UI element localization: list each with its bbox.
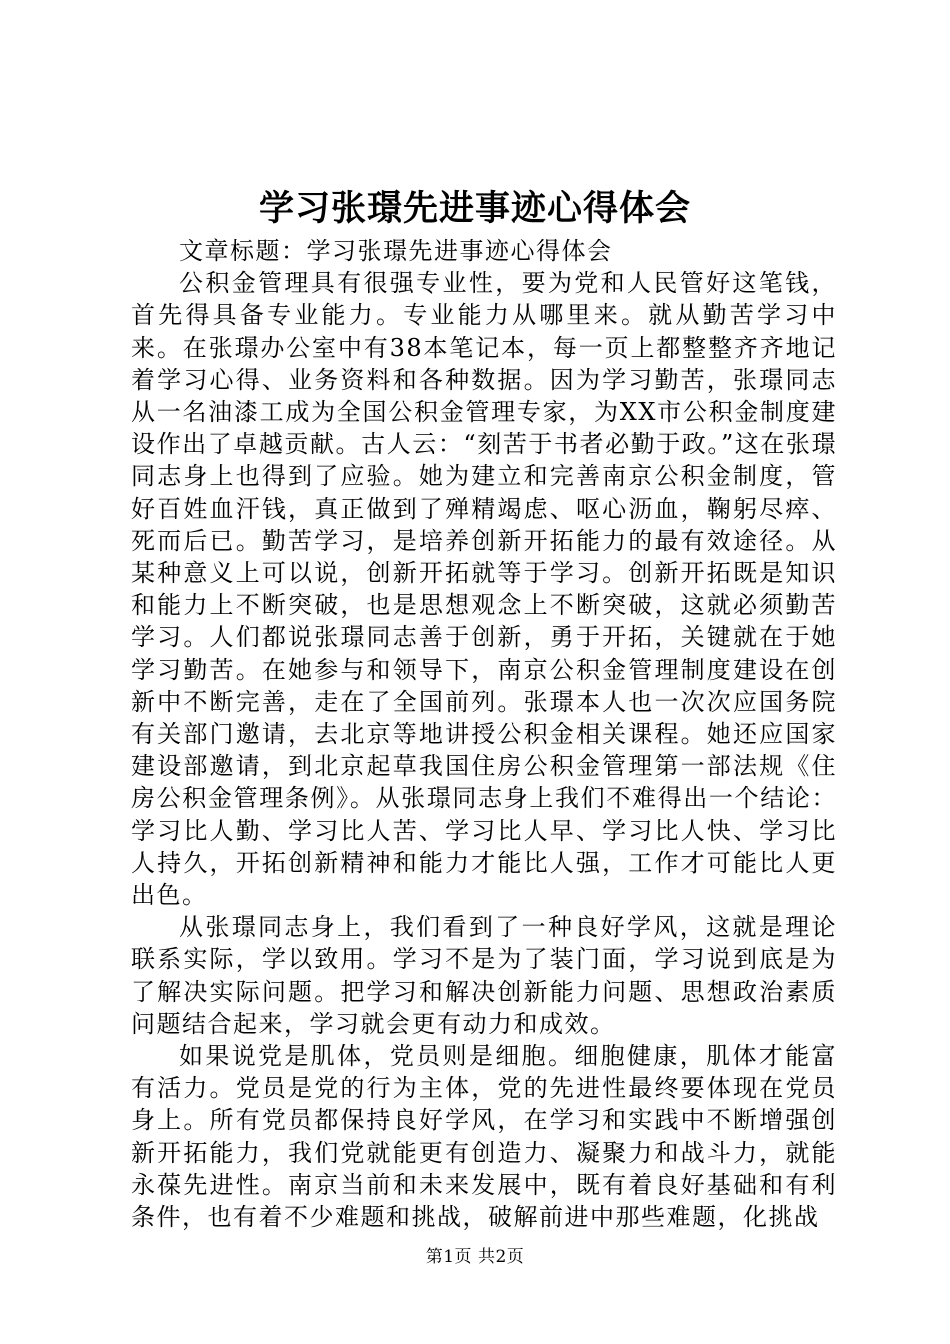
page-footer: 第1页 共2页 [425,1247,525,1267]
paragraph: 文章标题：学习张璟先进事迹心得体会 [179,237,613,265]
paragraph: 如果说党是肌体，党员则是细胞。细胞健康，肌体才能富有活力。党员是党的行为主体，党的先进性最终要体现在党员身上。所有党员都保持良好学风，在学习和实践中不断增强创新开拓能力，我们党就能更有创造力、凝聚力和战斗力，就能永葆先进性。南京当前和未来发展中，既有着良好基础和有利条件，也有着不少难题和挑战，破解前进中那些难题，化挑战 [131,1042,837,1232]
paragraph: 从张璟同志身上，我们看到了一种良好学风，这就是理论联系实际，学以致用。学习不是为了装门面，学习说到底是为了解决实际问题。把学习和解决创新能力问题、思想政治素质问题结合起来，学习就会更有动力和成效。 [131,913,837,1038]
document-title: 学习张璟先进事迹心得体会 [258,188,691,229]
paragraph: 公积金管理具有很强专业性，要为党和人民管好这笔钱，首先得具备专业能力。专业能力从哪里来。就从勤苦学习中来。在张璟办公室中有38本笔记本，每一页上都整整齐齐地记着学习心得、业务资料和各种数据。因为学习勤苦，张璟同志从一名油漆工成为全国公积金管理专家，为XX市公积金制度建设作出了卓越贡献。古人云：“刻苦于书者必勤于政。”这在张璟同志身上也得到了应验。她为建立和完善南京公积金制度，管好百姓血汗钱，真正做到了殚精竭虑、呕心沥血，鞠躬尽瘁、死而后已。勤苦学习，是培养创新开拓能力的最有效途径。从某种意义上可以说，创新开拓就等于学习。创新开拓既是知识和能力上不断突破，也是思想观念上不断突破，这就必须勤苦学习。人们都说张璟同志善于创新，勇于开拓，关键就在于她学习勤苦。在她参与和领导下，南京公积金管理制度建设在创新中不断完善，走在了全国前列。张璟本人也一次次应国务院有关部门邀请，去北京等地讲授公积金相关课程。她还应国家建设部邀请，到北京起草我国住房公积金管理第一部法规《住房公积金管理条例》。从张璟同志身上我们不难得出一个结论：学习比人勤、学习比人苦、学习比人早、学习比人快、学习比人持久，开拓创新精神和能力才能比人强，工作才可能比人更出色。 [131,269,837,910]
document-body [131,235,837,1233]
